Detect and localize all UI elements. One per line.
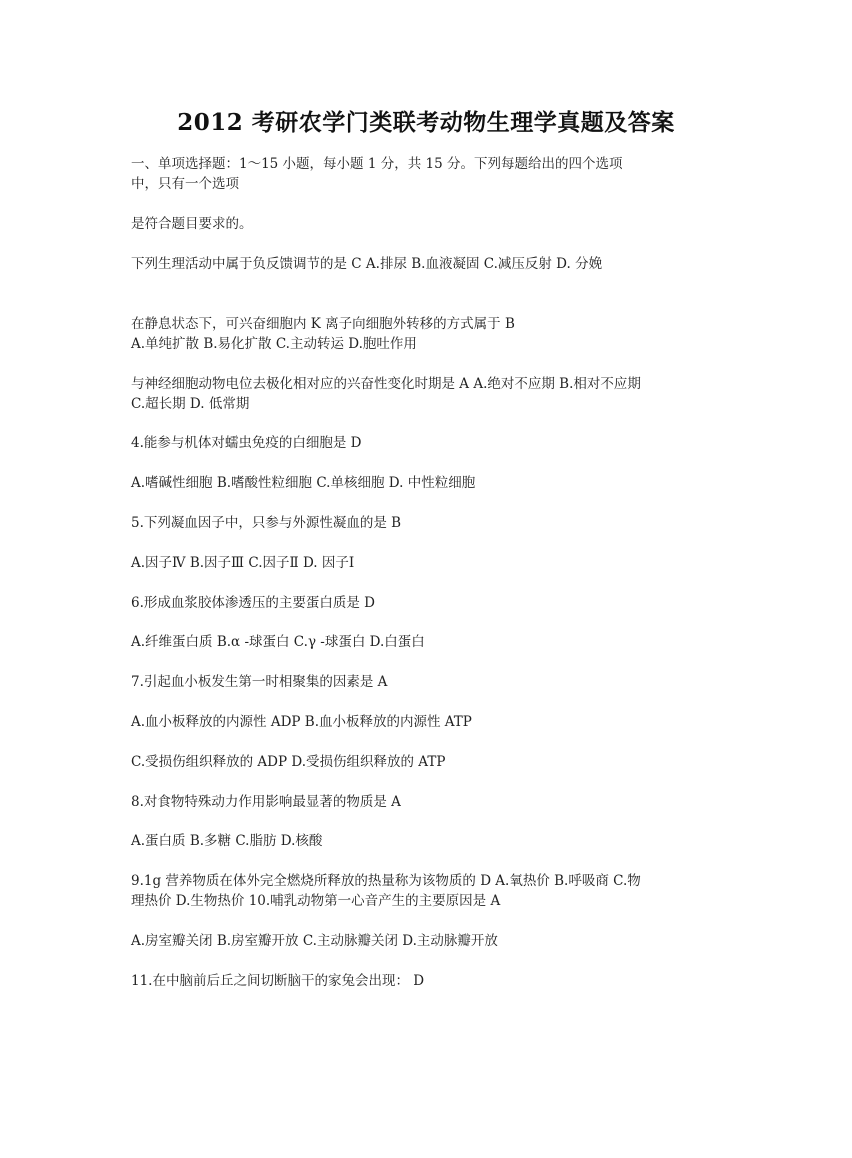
question-9-and-10: 理热价 D.生物热价 10.哺乳动物第一心音产生的主要原因是 A: [131, 893, 501, 909]
question-7-options-ab: A.血小板释放的内源性 ADP B.血小板释放的内源性 ATP: [131, 714, 472, 730]
question-6: 6.形成血浆胶体渗透压的主要蛋白质是 D: [131, 595, 375, 611]
question-1: 下列生理活动中属于负反馈调节的是 C A.排尿 B.血液凝固 C.减压反射 D. 分娩: [131, 256, 603, 272]
question-2: 在静息状态下，可兴奋细胞内 K 离子向细胞外转移的方式属于 B: [131, 316, 515, 332]
question-9: 9.1g 营养物质在体外完全燃烧所释放的热量称为该物质的 D A.氧热价 B.呼吸商 C.物: [131, 873, 641, 889]
question-4-options: A.嗜碱性细胞 B.嗜酸性粒细胞 C.单核细胞 D. 中性粒细胞: [131, 475, 476, 491]
document-title: 2012 考研农学门类联考动物生理学真题及答案: [177, 109, 675, 136]
question-3: 与神经细胞动物电位去极化相对应的兴奋性变化时期是 A A.绝对不应期 B.相对不应期: [131, 376, 641, 392]
question-3-options: C.超长期 D. 低常期: [131, 396, 250, 412]
question-11: 11.在中脑前后丘之间切断脑干的家兔会出现： D: [131, 973, 425, 989]
question-6-options: A.纤维蛋白质 B.α -球蛋白 C.γ -球蛋白 D.白蛋白: [131, 634, 425, 650]
question-5: 5.下列凝血因子中，只参与外源性凝血的是 B: [131, 515, 402, 531]
question-2-options: A.单纯扩散 B.易化扩散 C.主动转运 D.胞吐作用: [131, 336, 417, 352]
question-7: 7.引起血小板发生第一时相聚集的因素是 A: [131, 674, 388, 690]
question-10-options: A.房室瓣关闭 B.房室瓣开放 C.主动脉瓣关闭 D.主动脉瓣开放: [131, 933, 498, 949]
section-heading-line-1: 一、单项选择题：1～15 小题，每小题 1 分，共 15 分。下列每题给出的四个选项: [131, 156, 623, 172]
question-5-options: A.因子Ⅳ B.因子Ⅲ C.因子Ⅱ D. 因子Ⅰ: [131, 555, 355, 571]
question-7-options-cd: C.受损伤组织释放的 ADP D.受损伤组织释放的 ATP: [131, 754, 446, 770]
section-heading-line-3: 是符合题目要求的。: [131, 216, 253, 232]
section-heading-line-2: 中，只有一个选项: [131, 176, 239, 192]
question-8: 8.对食物特殊动力作用影响最显著的物质是 A: [131, 794, 401, 810]
question-8-options: A.蛋白质 B.多糖 C.脂肪 D.核酸: [131, 833, 323, 849]
question-4: 4.能参与机体对蠕虫免疫的白细胞是 D: [131, 435, 362, 451]
